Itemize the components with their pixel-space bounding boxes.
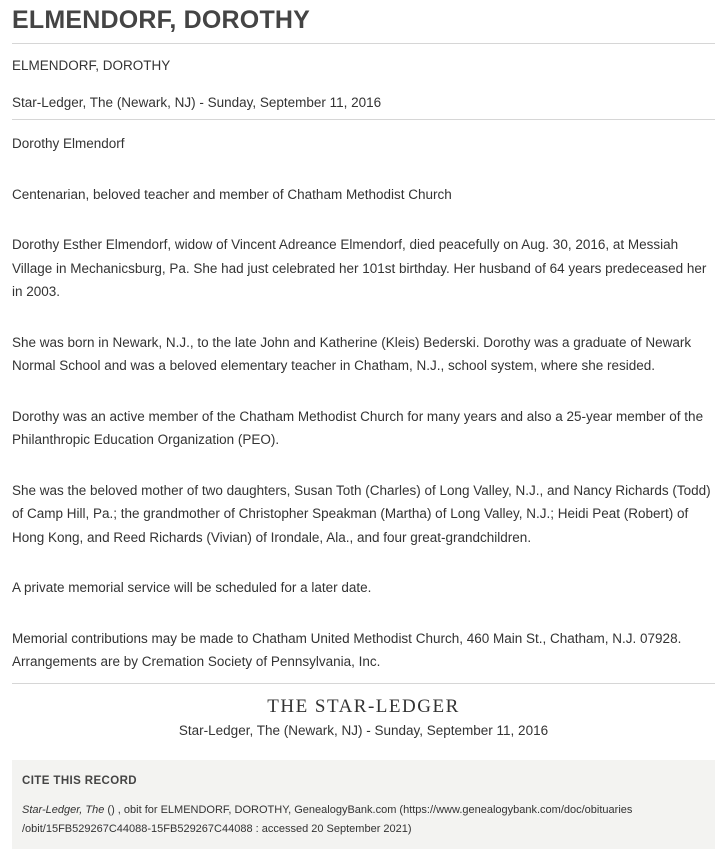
cite-heading: CITE THIS RECORD bbox=[22, 774, 138, 787]
cite-record-box bbox=[12, 760, 715, 849]
obituary-body bbox=[12, 120, 715, 674]
obituary-paragraph: A private memorial service will be scheduled for a later date. bbox=[12, 580, 372, 595]
citation-details-line1: () , obit for ELMENDORF, DOROTHY, GenealogyBank.com (https://www.genealogybank.com/doc/obituaries bbox=[104, 803, 633, 816]
citation-publication: Star-Ledger, The bbox=[22, 803, 105, 816]
page-title: ELMENDORF, DOROTHY bbox=[12, 6, 311, 34]
citation-text bbox=[22, 801, 705, 839]
obituary-paragraph: Dorothy Esther Elmendorf, widow of Vincent Adreance Elmendorf, died peacefully on Aug. 30, 2016, at Messiah Village in Mechanicsburg, Pa. She had just celebrated her 101st birthday. Her husband of 64 years predeceased her in 2003. bbox=[12, 237, 707, 299]
obituary-paragraph: She was born in Newark, N.J., to the late John and Katherine (Kleis) Bederski. Dorothy was a graduate of Newark Normal School and was a beloved elementary teacher in Chatham, N.J., school system, where she resided. bbox=[12, 334, 692, 373]
obituary-paragraph: Dorothy Elmendorf bbox=[12, 136, 125, 151]
title-divider bbox=[12, 43, 715, 44]
obituary-paragraph: Memorial contributions may be made to Chatham United Methodist Church, 460 Main St., Chatham, N.J. 07928. Arrangements are by Cremation Society of Pennsylvania, Inc. bbox=[12, 630, 682, 669]
obituary-paragraph: Dorothy was an active member of the Chatham Methodist Church for many years and also a 25-year member of the Philanthropic Education Organization (PEO). bbox=[12, 408, 704, 447]
publication-footer bbox=[12, 684, 715, 741]
record-source: Star-Ledger, The (Newark, NJ) - Sunday, September 11, 2016 bbox=[12, 95, 382, 110]
obituary-paragraph: She was the beloved mother of two daughters, Susan Toth (Charles) of Long Valley, N.J., and Nancy Richards (Todd) of Camp Hill, Pa.; the grandmother of Christopher Speakman (Martha) of Long Valley, N.J.; Heidi Peat (Robert) of Hong Kong, and Reed Richards (Vivian) of Irondale, Ala., and four great-grandchildren. bbox=[12, 482, 711, 545]
obituary-paragraph: Centenarian, beloved teacher and member of Chatham Methodist Church bbox=[12, 186, 452, 202]
citation-details-line2: /obit/15FB529267C44088-15FB529267C44088 : accessed 20 September 2021) bbox=[22, 822, 412, 835]
newspaper-name: THE STAR-LEDGER bbox=[267, 695, 460, 717]
newspaper-date: Star-Ledger, The (Newark, NJ) - Sunday, September 11, 2016 bbox=[178, 722, 549, 738]
record-name: ELMENDORF, DOROTHY bbox=[12, 58, 171, 73]
